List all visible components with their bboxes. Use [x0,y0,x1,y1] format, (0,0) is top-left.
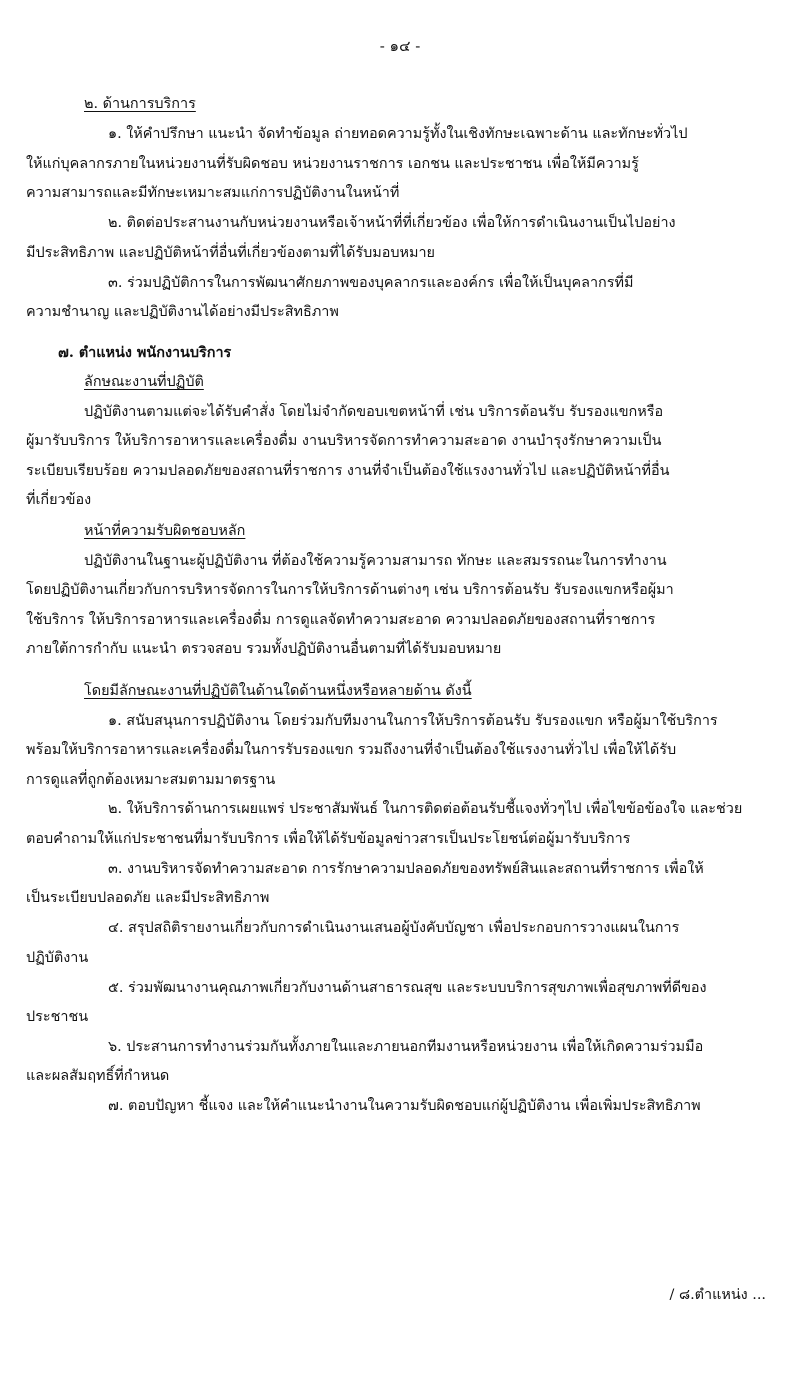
text-line: การดูแลที่ถูกต้องเหมาะสมตามมาตรฐาน [26,772,276,788]
page-number: - ๑๔ - [379,37,421,55]
text-line: ๒. ให้บริการด้านการเผยแพร่ ประชาสัมพันธ์ ในการติดต่อต้อนรับชี้แจงทั่วๆไป เพื่อไขข้อข้องใจ และช่วย [108,801,743,817]
text-line: ๓. งานบริหารจัดทำความสะอาด การรักษาความปลอดภัยของทรัพย์สินและสถานที่ราชการ เพื่อให้ [108,861,704,877]
text-line: ปฏิบัติงาน [26,950,89,966]
duty-heading: หน้าที่ความรับผิดชอบหลัก [84,523,246,539]
nature-heading: ลักษณะงานที่ปฏิบัติ [84,374,204,390]
section-heading-service: ๒. ด้านการบริการ [84,96,196,112]
text-line: ที่เกี่ยวข้อง [26,492,92,508]
text-line: ความสามารถและมีทักษะเหมาะสมแก่การปฏิบัติงานในหน้าที่ [26,185,400,201]
text-line: ๑. สนับสนุนการปฏิบัติงาน โดยร่วมกับทีมงานในการให้บริการต้อนรับ รับรองแขก หรือผู้มาใช้บริการ [108,713,718,729]
text-line: ให้แก่บุคลากรภายในหน่วยงานที่รับผิดชอบ หน่วยงานราชการ เอกชน และประชาชน เพื่อให้มีความรู้ [26,156,639,172]
text-line: พร้อมให้บริการอาหารและเครื่องดื่มในการรับรองแขก รวมถึงงานที่จำเป็นต้องใช้แรงงานทั่วไป เพื่อให้ได้รับ [26,742,677,758]
text-line: ๓. ร่วมปฏิบัติการในการพัฒนาศักยภาพของบุคลากรและองค์กร เพื่อให้เป็นบุคลากรที่มี [108,275,634,291]
continuation-footer: / ๘.ตำแหน่ง ... [669,1287,766,1303]
text-line: ๗. ตอบปัญหา ชี้แจง และให้คำแนะนำงานในความรับผิดชอบแก่ผู้ปฏิบัติงาน เพื่อเพิ่มประสิทธิภาพ [108,1098,701,1114]
text-line: ปฏิบัติงานตามแต่จะได้รับคำสั่ง โดยไม่จำกัดขอบเขตหน้าที่ เช่น บริการต้อนรับ รับรองแขกหรือ [84,404,664,420]
areas-heading: โดยมีลักษณะงานที่ปฏิบัติในด้านใดด้านหนึ่งหรือหลายด้าน ดังนี้ [84,683,472,699]
text-line: โดยปฏิบัติงานเกี่ยวกับการบริหารจัดการในการให้บริการด้านต่างๆ เช่น บริการต้อนรับ รับรองแขกหรือผู้มา [26,582,674,598]
text-line: เป็นระเบียบปลอดภัย และมีประสิทธิภาพ [26,890,270,906]
text-line: มีประสิทธิภาพ และปฏิบัติหน้าที่อื่นที่เกี่ยวข้องตามที่ได้รับมอบหมาย [26,245,435,261]
text-line: ใช้บริการ ให้บริการอาหารและเครื่องดื่ม การดูแลจัดทำความสะอาด ความปลอดภัยของสถานที่ราชการ [26,612,656,628]
text-line: ความชำนาญ และปฏิบัติงานได้อย่างมีประสิทธิภาพ [26,304,339,320]
text-line: ๔. สรุปสถิติรายงานเกี่ยวกับการดำเนินงานเสนอผู้บังคับบัญชา เพื่อประกอบการวางแผนในการ [108,920,680,936]
text-line: ๒. ติดต่อประสานงานกับหน่วยงานหรือเจ้าหน้าที่ที่เกี่ยวข้อง เพื่อให้การดำเนินงานเป็นไปอย่าง [108,215,676,231]
text-line: ๖. ประสานการทำงานร่วมกันทั้งภายในและภายนอกทีมงานหรือหน่วยงาน เพื่อให้เกิดความร่วมมือ [108,1039,704,1055]
text-line: ปฏิบัติงานในฐานะผู้ปฏิบัติงาน ที่ต้องใช้ความรู้ความสามารถ ทักษะ และสมรรถนะในการทำงาน [84,553,667,569]
position-heading: ๗. ตำแหน่ง พนักงานบริการ [58,344,232,361]
text-line: ภายใต้การกำกับ แนะนำ ตรวจสอบ รวมทั้งปฏิบัติงานอื่นตามที่ได้รับมอบหมาย [26,641,502,657]
text-line: และผลสัมฤทธิ์ที่กำหนด [26,1068,170,1084]
text-line: ระเบียบเรียบร้อย ความปลอดภัยของสถานที่ราชการ งานที่จำเป็นต้องใช้แรงงานทั่วไป และปฏิบัติหน้าที่อื่น [26,463,670,479]
text-line: ประชาชน [26,1009,89,1025]
text-line: ๕. ร่วมพัฒนางานคุณภาพเกี่ยวกับงานด้านสาธารณสุข และระบบบริการสุขภาพเพื่อสุขภาพที่ดีของ [108,980,707,996]
text-line: ตอบคำถามให้แก่ประชาชนที่มารับบริการ เพื่อให้ได้รับข้อมูลข่าวสารเป็นประโยชน์ต่อผู้มารับบริการ [26,831,631,847]
text-line: ๑. ให้คำปรึกษา แนะนำ จัดทำข้อมูล ถ่ายทอดความรู้ทั้งในเชิงทักษะเฉพาะด้าน และทักษะทั่วไป [108,126,688,142]
text-line: ผู้มารับบริการ ให้บริการอาหารและเครื่องดื่ม งานบริหารจัดการทำความสะอาด งานบำรุงรักษาความเป็น [26,433,662,449]
